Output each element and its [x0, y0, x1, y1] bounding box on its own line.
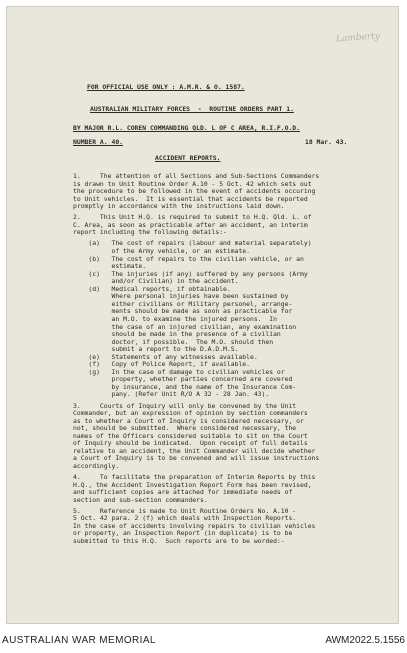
- body-line: to Unit vehicles. It is essential that accidents be reported: [73, 194, 308, 203]
- body-line: names of the Officers considered suitable to sit on the Court: [73, 431, 308, 440]
- header-line: FOR OFFICIAL USE ONLY : A.M.R. & O. 1587.: [87, 83, 245, 91]
- body-line: 5 Oct. 42 para. 2 (f) which deals with Inspection Reports.: [73, 514, 297, 523]
- body-line: C. Area, as soon as practicable after an accident, an interim: [73, 220, 308, 229]
- body-line: pany. (Refer Unit R/O A 32 - 28 Jan. 43).: [73, 390, 270, 399]
- body-line: ments should be made as soon as practicable for: [73, 307, 293, 316]
- body-line: promptly in accordance with the instructions laid down.: [73, 202, 285, 211]
- body-line: should be made in the presence of a civilian: [73, 330, 281, 338]
- section-title: ACCIDENT REPORTS.: [155, 154, 221, 162]
- body-line: In the case of accidents involving repairs to civilian vehicles: [73, 521, 316, 530]
- body-line: 4. To facilitate the preparation of Interim Reports by this: [73, 472, 316, 481]
- header-line: AUSTRALIAN MILITARY FORCES - ROUTINE ORDERS PART 1.: [90, 105, 294, 113]
- body-line: 2. This Unit H.Q. is required to submit to H.Q. Qld. L. of: [73, 213, 312, 222]
- body-line: report including the following details:-: [73, 228, 227, 237]
- footer-source: AUSTRALIAN WAR MEMORIAL: [2, 635, 156, 646]
- body-line: section and sub-section commanders.: [73, 495, 208, 504]
- body-line: an M.O. to examine the injured persons. In: [73, 314, 277, 323]
- header-line: BY MAJOR R.L. COREN COMMANDING QLD. L OF C AREA, R.I.F.O.D.: [73, 124, 301, 132]
- body-line: (b) The cost of repairs to the civilian vehicle, or an: [73, 254, 304, 263]
- pencil-margin-note: Lamberty: [335, 31, 381, 45]
- body-line: doctor, if possible. The M.O. should then: [73, 337, 274, 346]
- body-line: H.Q., the Accident Investigation Report Form has been revised,: [73, 480, 312, 489]
- body-line: the case of an injured civilian, any examination: [73, 322, 297, 331]
- body-line: and/or Civilian) in the accident.: [73, 277, 239, 286]
- body-line: and sufficient copies are attached for immediate needs of: [73, 488, 293, 496]
- body-line: is drawn to Unit Routine Order A.10 - 5 Oct. 42 which sets out: [73, 179, 312, 188]
- body-line: submit a report to the D.A.D.M.S.: [73, 345, 239, 354]
- body-line: property, whether parties concerned are covered: [73, 375, 293, 384]
- document-page: [6, 6, 399, 624]
- body-line: (e) Statements of any witnesses available.: [73, 352, 258, 361]
- body-line: either civilians or Military personel, arrange-: [73, 299, 293, 308]
- body-line: a Court of Inquiry is to be convened and will issue instructions: [73, 454, 320, 463]
- order-date: 18 Mar. 43.: [305, 138, 348, 146]
- body-line: relative to an accident, the Unit Commander will decide whether: [73, 446, 316, 455]
- header-line: NUMBER A. 40.: [73, 138, 124, 146]
- body-line: not, should be submitted. Where considered necessary, the: [73, 424, 297, 433]
- body-line: (d) Medical reports, if obtainable.: [73, 284, 231, 293]
- body-line: accordingly.: [73, 461, 120, 470]
- body-line: 5. Reference is made to Unit Routine Orders No. A.10 -: [73, 506, 297, 515]
- body-line: 1. The attention of all Sections and Sub-Sections Commanders: [73, 172, 320, 180]
- body-line: Commander, but an expression of opinion by section commanders: [73, 409, 308, 417]
- body-line: by insurance, and the name of the Insurance Com-: [73, 382, 297, 391]
- body-line: or property, an Inspection Report (in duplicate) is to be: [73, 529, 293, 538]
- archive-footer: [0, 630, 407, 653]
- body-line: (c) The injuries (if any) suffered by any persons (Army: [73, 269, 308, 278]
- body-line: of Inquiry should be indicated. Upon receipt of full details: [73, 439, 308, 448]
- body-line: (f) Copy of Police Report, if available.: [73, 360, 250, 369]
- body-line: Where personal injuries have been sustained by: [73, 292, 289, 301]
- body-line: of the Army vehicle, or an estimate.: [73, 247, 250, 255]
- footer-accession: AWM2022.5.1556: [325, 635, 405, 646]
- body-line: submitted to this H.Q. Such reports are to be worded:-: [73, 536, 285, 545]
- body-line: 3. Courts of Inquiry will only be convened by the Unit: [73, 401, 297, 410]
- body-line: estimate.: [73, 262, 147, 271]
- body-line: as to whether a Court of Inquiry is considered necessary, or: [73, 416, 304, 425]
- body-line: the procedure to be followed in the event of accidents occuring: [73, 187, 316, 196]
- body-line: (a) The cost of repairs (labour and material separately): [73, 239, 312, 248]
- body-line: (g) In the case of damage to civilian vehicles or: [73, 367, 285, 376]
